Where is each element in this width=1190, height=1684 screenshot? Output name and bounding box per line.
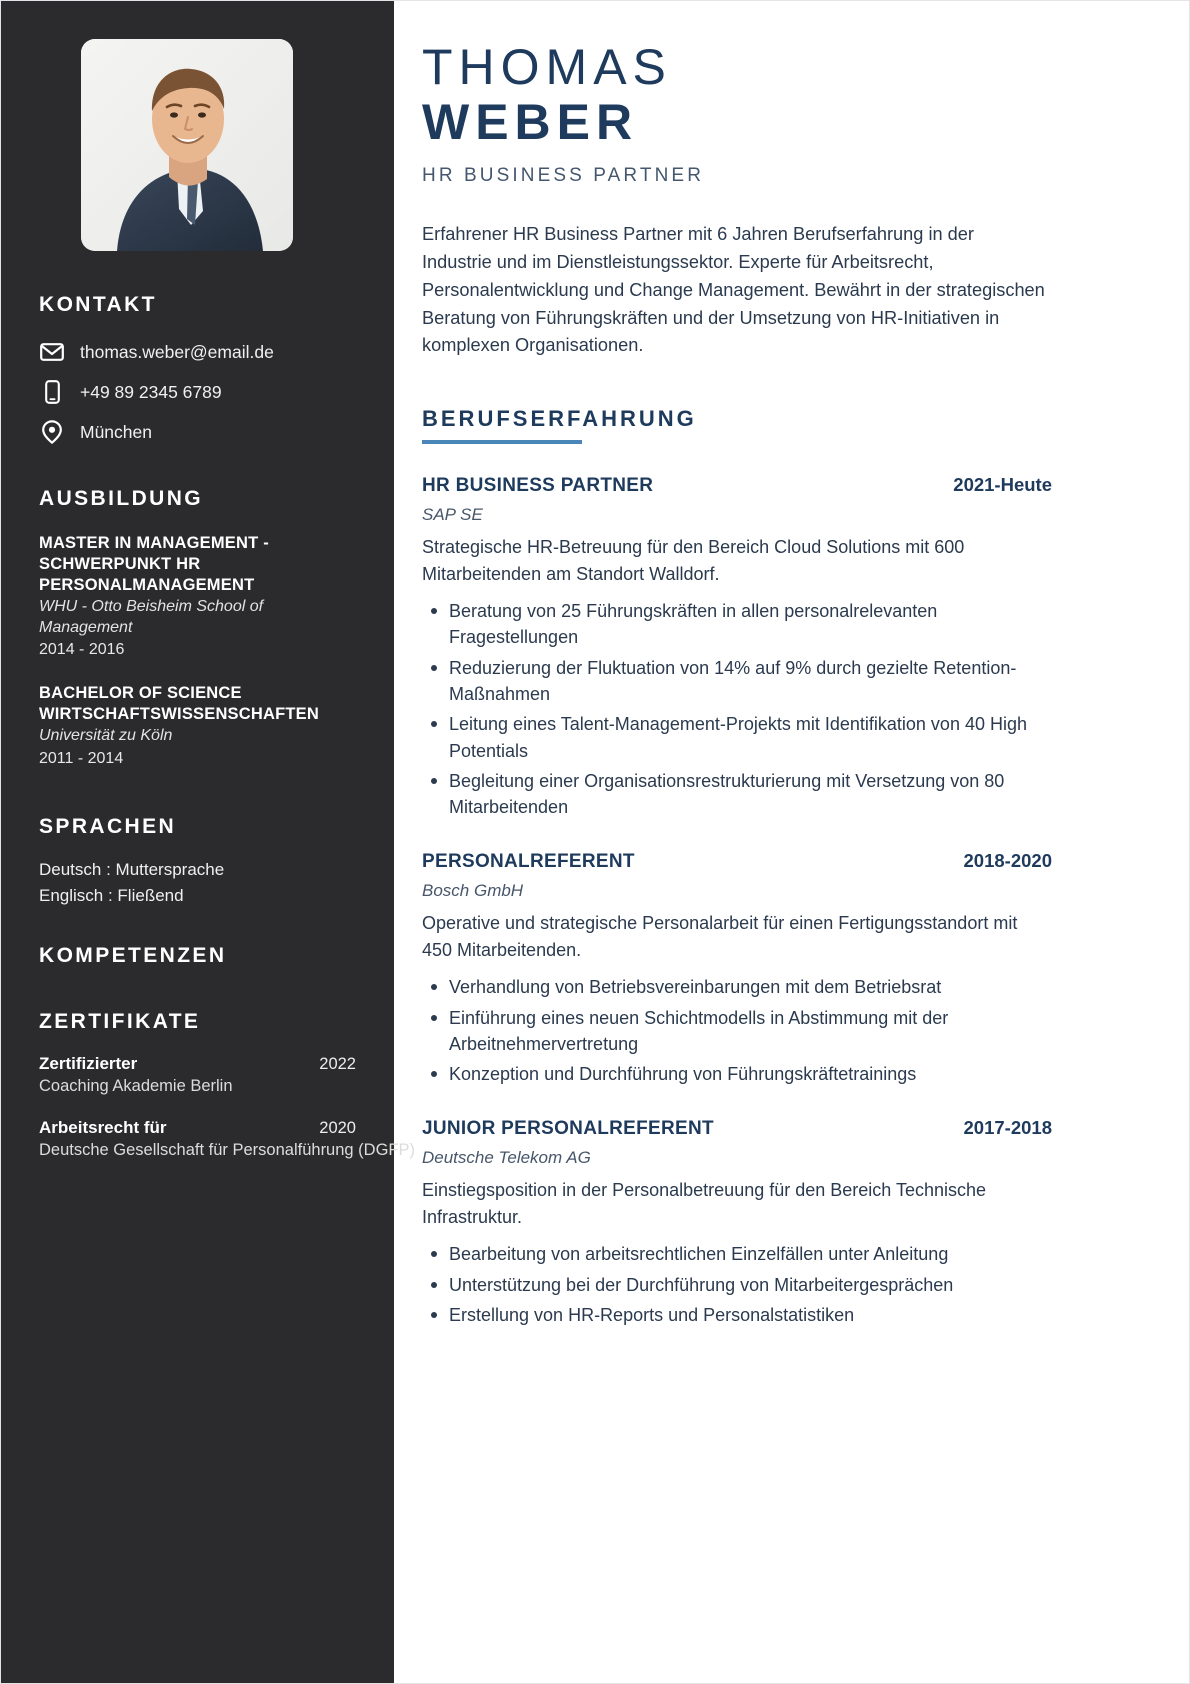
- page-title-first-name: THOMAS: [422, 39, 672, 95]
- experience-bullets: [422, 598, 1052, 820]
- experience-bullet: Leitung eines Talent-Management-Projekts mit Identifikation von 40 High Potentials: [422, 711, 1052, 764]
- education-item: [39, 683, 356, 769]
- certificate-list: [39, 1054, 415, 1161]
- envelope-icon: [39, 339, 65, 365]
- experience-section-header: [422, 406, 1052, 444]
- experience-header: [422, 850, 1052, 873]
- experience-item: [422, 474, 1052, 820]
- education-years: 2011 - 2014: [39, 749, 124, 767]
- education-school: WHU - Otto Beisheim School of Management: [39, 598, 264, 636]
- phone-icon: [39, 379, 65, 405]
- experience-item: [422, 1117, 1052, 1328]
- experience-dates: 2017-2018: [963, 1117, 1052, 1139]
- contact-item-location[interactable]: [39, 419, 356, 445]
- experience-bullet: Konzeption und Durchführung von Führungskräftetrainings: [422, 1061, 1052, 1087]
- contact-phone-text: +49 89 2345 6789: [80, 381, 222, 402]
- main-content: [422, 1, 1052, 1332]
- sidebar-heading-kontakt: KONTAKT: [39, 293, 157, 316]
- experience-role: HR BUSINESS PARTNER: [422, 475, 654, 497]
- experience-bullet: Verhandlung von Betriebsvereinbarungen mit dem Betriebsrat: [422, 974, 1052, 1000]
- experience-bullet: Begleitung einer Organisationsrestrukturierung mit Versetzung von 80 Mitarbeitenden: [422, 768, 1052, 821]
- education-degree: BACHELOR OF SCIENCE WIRTSCHAFTSWISSENSCHAFTEN: [39, 683, 319, 723]
- experience-description: Operative und strategische Personalarbeit für einen Fertigungsstandort mit 450 Mitarbeitenden.: [422, 913, 1018, 961]
- experience-company: SAP SE: [422, 505, 483, 525]
- experience-header: [422, 474, 1052, 497]
- experience-bullet: Einführung eines neuen Schichtmodells in Abstimmung mit der Arbeitnehmervertretung: [422, 1005, 1052, 1058]
- sidebar: [1, 1, 415, 1684]
- certificate-item: [39, 1054, 356, 1097]
- contact-item-phone[interactable]: [39, 379, 356, 405]
- experience-bullet: Beratung von 25 Führungskräften in allen personalrelevanten Fragestellungen: [422, 598, 1052, 651]
- page-title-last-name: WEBER: [422, 94, 639, 150]
- education-item: [39, 533, 356, 661]
- experience-role: JUNIOR PERSONALREFERENT: [422, 1118, 714, 1140]
- certificate-year: 2020: [319, 1118, 356, 1137]
- certificate-header: [39, 1118, 356, 1138]
- sidebar-heading-ausbildung: AUSBILDUNG: [39, 487, 203, 510]
- experience-bullets: [422, 1241, 1052, 1328]
- experience-company: Deutsche Telekom AG: [422, 1148, 591, 1168]
- professional-title: HR BUSINESS PARTNER: [422, 165, 705, 186]
- profile-photo-illustration: [81, 39, 293, 251]
- education-school: Universität zu Köln: [39, 727, 173, 745]
- experience-header: [422, 1117, 1052, 1140]
- education-list: [39, 533, 356, 769]
- sidebar-heading-sprachen: SPRACHEN: [39, 815, 177, 839]
- language-list: [39, 857, 356, 908]
- experience-list: [422, 474, 1052, 1328]
- contact-item-email[interactable]: [39, 339, 356, 365]
- contact-email-text: thomas.weber@email.de: [80, 341, 274, 362]
- education-years: 2014 - 2016: [39, 641, 125, 659]
- avatar: [81, 39, 293, 251]
- section-heading-berufserfahrung: BERUFSERFAHRUNG: [422, 406, 697, 432]
- certificate-name: Zertifizierter: [39, 1054, 138, 1074]
- experience-bullets: [422, 974, 1052, 1087]
- experience-bullet: Unterstützung bei der Durchführung von Mitarbeitergesprächen: [422, 1272, 1052, 1298]
- experience-company: Bosch GmbH: [422, 881, 524, 901]
- experience-item: [422, 850, 1052, 1087]
- experience-dates: 2018-2020: [963, 850, 1052, 872]
- certificate-organization: Coaching Akademie Berlin: [39, 1077, 233, 1096]
- section-underline: [422, 440, 582, 444]
- experience-description: Einstiegsposition in der Personalbetreuung für den Bereich Technische Infrastruktur.: [422, 1180, 987, 1228]
- education-degree: MASTER IN MANAGEMENT - SCHWERPUNKT HR PERSONALMANAGEMENT: [39, 534, 269, 595]
- contact-location-text: München: [80, 421, 152, 442]
- profile-summary: Erfahrener HR Business Partner mit 6 Jahren Berufserfahrung in der Industrie und im Dienstleistungssektor. Experte für Arbeitsrecht, Personalentwicklung und Change Management. Bewährt in der strategischen Beratung von Führungskräften und der Umsetzung von HR-Initiativen in komplexen Organisationen.: [422, 224, 1045, 356]
- sidebar-heading-zertifikate: ZERTIFIKATE: [39, 1010, 201, 1034]
- certificate-name: Arbeitsrecht für: [39, 1117, 167, 1137]
- contact-list: [39, 339, 356, 445]
- experience-bullet: Erstellung von HR-Reports und Personalstatistiken: [422, 1302, 1052, 1328]
- sidebar-heading-kompetenzen: KOMPETENZEN: [39, 944, 227, 968]
- language-item: Deutsch : Muttersprache: [39, 860, 225, 880]
- certificate-organization: Deutsche Gesellschaft für Personalführung (DGFP): [39, 1140, 415, 1159]
- experience-role: PERSONALREFERENT: [422, 851, 635, 873]
- certificate-header: [39, 1054, 356, 1074]
- experience-description: Strategische HR-Betreuung für den Bereich Cloud Solutions mit 600 Mitarbeitenden am Standort Walldorf.: [422, 537, 965, 585]
- language-item: Englisch : Fließend: [39, 885, 184, 905]
- experience-bullet: Bearbeitung von arbeitsrechtlichen Einzelfällen unter Anleitung: [422, 1241, 1052, 1267]
- experience-dates: 2021-Heute: [953, 474, 1052, 496]
- location-pin-icon: [39, 419, 65, 445]
- certificate-item: [39, 1117, 415, 1161]
- certificate-year: 2022: [319, 1055, 356, 1074]
- experience-bullet: Reduzierung der Fluktuation von 14% auf 9% durch gezielte Retention-Maßnahmen: [422, 655, 1052, 708]
